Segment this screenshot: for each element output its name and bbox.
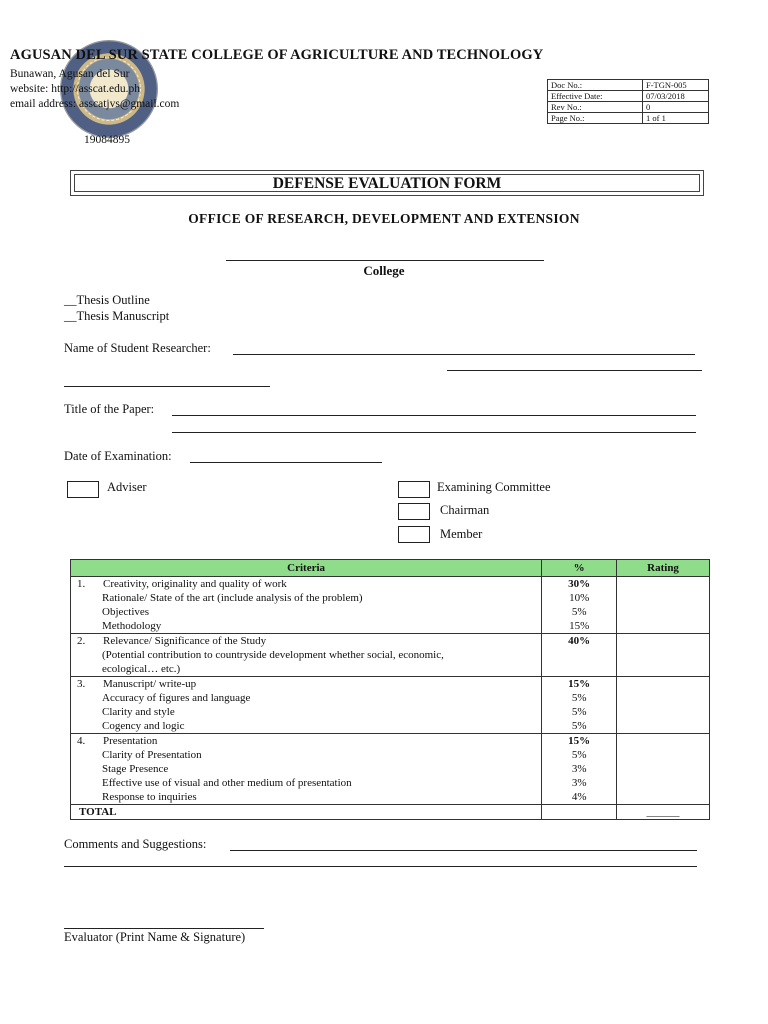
- total-rating-cell[interactable]: [617, 805, 710, 820]
- institution-address: Bunawan, Agusan del Sur: [10, 68, 130, 80]
- criteria-sub-item: Methodology: [102, 620, 162, 632]
- institution-email: email address: asscatjvs@gmail.com: [10, 98, 180, 110]
- percent-value: 5%: [571, 706, 587, 718]
- criteria-title: Creativity, originality and quality of work: [103, 578, 287, 590]
- percent-value: 4%: [571, 791, 587, 803]
- percent-value: 30%: [568, 578, 591, 590]
- criteria-title: Presentation: [103, 735, 158, 747]
- rating-cell[interactable]: [617, 677, 710, 734]
- total-percent-cell: [542, 805, 617, 820]
- criteria-sub-item: Response to inquiries: [102, 791, 197, 803]
- criteria-title: Relevance/ Significance of the Study: [103, 635, 267, 647]
- percent-value: 10%: [569, 592, 590, 604]
- chairman-checkbox[interactable]: [398, 503, 430, 520]
- doc-info-row: [548, 80, 709, 91]
- document-number: 19084895: [84, 134, 130, 146]
- comments-label: Comments and Suggestions:: [64, 837, 207, 851]
- criteria-number: 3.: [77, 678, 86, 690]
- evaluator-label: Evaluator (Print Name & Signature): [64, 930, 246, 944]
- percent-cell: [542, 634, 617, 677]
- criteria-sub-item: Effective use of visual and other medium of presentation: [102, 777, 352, 789]
- student-name-label: Name of Student Researcher:: [64, 341, 211, 355]
- form-title-box: [70, 170, 704, 196]
- total-label-cell: [71, 805, 542, 820]
- criteria-cell: [71, 677, 542, 734]
- criteria-header: Criteria: [71, 560, 542, 577]
- paper-title-label: Title of the Paper:: [64, 402, 155, 416]
- percent-cell: [542, 677, 617, 734]
- institution-website: website: http://asscat.edu.ph: [10, 83, 140, 95]
- criteria-sub-item: Accuracy of figures and language: [102, 692, 251, 704]
- criteria-sub-item: Cogency and logic: [102, 720, 185, 732]
- percent-value: 5%: [571, 606, 587, 618]
- criteria-group-row: [71, 634, 710, 677]
- doc-info-value: F-TGN-005: [643, 80, 709, 91]
- percent-value: 5%: [571, 749, 587, 761]
- doc-info-value: 1 of 1: [643, 113, 709, 124]
- total-label: TOTAL: [79, 806, 117, 818]
- student-name-field[interactable]: [233, 354, 695, 355]
- percent-cell: [542, 734, 617, 805]
- criteria-number: 1.: [77, 578, 86, 590]
- percent-header: %: [542, 560, 617, 577]
- percent-value: 15%: [568, 735, 591, 747]
- criteria-cell: [71, 634, 542, 677]
- paper-title-field-2[interactable]: [172, 432, 696, 433]
- doc-info-label: Rev No.:: [548, 102, 643, 113]
- college-name-field[interactable]: [226, 260, 544, 261]
- rating-cell[interactable]: [617, 577, 710, 634]
- form-title: DEFENSE EVALUATION FORM: [74, 174, 700, 192]
- rating-cell[interactable]: [617, 734, 710, 805]
- criteria-number: 4.: [77, 735, 86, 747]
- percent-value: 3%: [571, 777, 587, 789]
- comments-field[interactable]: [230, 850, 697, 851]
- adviser-checkbox[interactable]: [67, 481, 99, 498]
- office-name: OFFICE OF RESEARCH, DEVELOPMENT AND EXTENSION: [188, 211, 580, 226]
- thesis-outline-option[interactable]: __Thesis Outline: [64, 293, 150, 307]
- member-checkbox[interactable]: [398, 526, 430, 543]
- examining-committee-checkbox[interactable]: [398, 481, 430, 498]
- student-name-field-3[interactable]: [64, 386, 270, 387]
- total-rating-blank: ______: [646, 806, 680, 818]
- college-label: College: [363, 263, 405, 278]
- percent-value: 5%: [571, 720, 587, 732]
- doc-info-value: 0: [643, 102, 709, 113]
- rating-cell[interactable]: [617, 634, 710, 677]
- criteria-sub-item: Clarity and style: [102, 706, 175, 718]
- criteria-sub-item: (Potential contribution to countryside development whether social, economic,: [102, 649, 444, 661]
- rating-header: Rating: [617, 560, 710, 577]
- institution-name: AGUSAN DEL SUR STATE COLLEGE OF AGRICULTURE AND TECHNOLOGY: [10, 47, 544, 63]
- comments-field-2[interactable]: [64, 866, 697, 867]
- exam-date-label: Date of Examination:: [64, 449, 172, 463]
- total-row: [71, 805, 710, 820]
- criteria-table: [70, 559, 710, 820]
- paper-title-field[interactable]: [172, 415, 696, 416]
- student-name-field-2[interactable]: [447, 370, 702, 371]
- criteria-sub-item: Objectives: [102, 606, 150, 618]
- document-info-table: [547, 79, 709, 124]
- doc-info-row: [548, 102, 709, 113]
- criteria-group-row: [71, 677, 710, 734]
- chairman-label: Chairman: [440, 503, 490, 517]
- criteria-sub-item: Rationale/ State of the art (include analysis of the problem): [102, 592, 363, 604]
- criteria-group-row: [71, 577, 710, 634]
- doc-info-label: Doc No.:: [548, 80, 643, 91]
- percent-value: 5%: [571, 692, 587, 704]
- criteria-sub-item: Clarity of Presentation: [102, 749, 202, 761]
- criteria-group-row: [71, 734, 710, 805]
- member-label: Member: [440, 527, 483, 541]
- percent-cell: [542, 577, 617, 634]
- thesis-manuscript-option[interactable]: __Thesis Manuscript: [64, 309, 170, 323]
- doc-info-row: [548, 113, 709, 124]
- criteria-number: 2.: [77, 635, 86, 647]
- adviser-label: Adviser: [107, 480, 147, 494]
- doc-info-value: 07/03/2018: [643, 91, 709, 102]
- percent-value: 15%: [568, 678, 591, 690]
- doc-info-label: Effective Date:: [548, 91, 643, 102]
- evaluator-signature-field[interactable]: [64, 928, 264, 929]
- criteria-sub-item: Stage Presence: [102, 763, 169, 775]
- criteria-header-row: [71, 560, 710, 577]
- percent-value: 40%: [568, 635, 591, 647]
- percent-value: 3%: [571, 763, 587, 775]
- exam-date-field[interactable]: [190, 462, 382, 463]
- doc-info-row: [548, 91, 709, 102]
- criteria-cell: [71, 577, 542, 634]
- criteria-cell: [71, 734, 542, 805]
- criteria-title: Manuscript/ write-up: [103, 678, 197, 690]
- percent-value: 15%: [569, 620, 590, 632]
- criteria-sub-item: ecological… etc.): [102, 663, 181, 675]
- examining-committee-label: Examining Committee: [437, 480, 551, 494]
- doc-info-label: Page No.:: [548, 113, 643, 124]
